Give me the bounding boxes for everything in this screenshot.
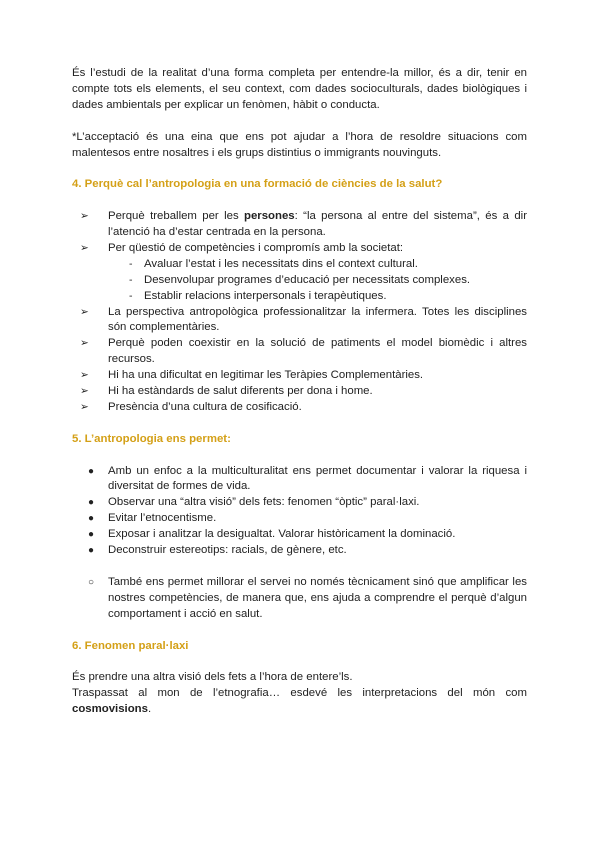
list-item: ● Evitar l’etnocentisme. xyxy=(72,511,527,527)
list-item: ● Observar una “altra visió” dels fets: fenomen “òptic” paral·laxi. xyxy=(72,495,527,511)
sub-list-item: - Establir relacions interpersonals i terapèutiques. xyxy=(72,289,527,305)
list-item: ○ També ens permet millorar el servei no només tècnicament sinó que amplificar les nostres competències, de manera que, ens ajuda a comprendre el perquè d’algun comportament i acció en salut. xyxy=(88,575,527,620)
section-6-heading: 6. Fenomen paral·laxi xyxy=(72,639,189,652)
list-item: ● Deconstruir estereotips: racials, de gènere, etc. xyxy=(72,543,527,559)
filled-bullet-icon: ● xyxy=(88,513,95,525)
sub-list-item: - Avaluar l’estat i les necessitats dins el context cultural. xyxy=(72,257,527,273)
sub-list-item: - Desenvolupar programes d’educació per necessitats complexes. xyxy=(72,273,527,289)
dash-bullet-icon: - xyxy=(129,257,133,270)
list-item: ➢ Per qüestió de competències i compromís amb la societat: - Avaluar l’estat i les necessitats dins el context cultural. - Desenvolupar programes d’educació per necessitats complexes. - Establir relacions interpersonals i terapèutiques. xyxy=(72,241,527,305)
list-item: ➢ La perspectiva antropològica professionalitzar la infermera. Totes les disciplines són complementàries. xyxy=(80,305,527,334)
filled-bullet-icon: ● xyxy=(88,529,95,541)
dash-bullet-icon: - xyxy=(129,289,133,302)
dash-bullet-icon: - xyxy=(129,273,133,286)
document-page xyxy=(72,66,527,718)
arrow-bullet-icon: ➢ xyxy=(80,337,89,350)
filled-bullet-icon: ● xyxy=(88,465,95,477)
list-item: ➢ Hi ha una dificultat en legitimar les Teràpies Complementàries. xyxy=(72,368,527,384)
list-item: ● Amb un enfoc a la multiculturalitat ens permet documentar i valorar la riquesa i diversitat de formes de vida. xyxy=(88,464,527,493)
intro-paragraph-2: *L’acceptació és una eina que ens pot ajudar a l’hora de resoldre situacions com malentesos entre nosaltres i els grups distintius o immigrants nouvinguts. xyxy=(72,130,527,159)
filled-bullet-icon: ● xyxy=(88,497,95,509)
arrow-bullet-icon: ➢ xyxy=(80,400,89,413)
section-6-line-1: És prendre una altra visió dels fets a l’hora de entere’ls. xyxy=(72,671,353,684)
list-item: ● Exposar i analitzar la desigualtat. Valorar històricament la dominació. xyxy=(72,527,527,543)
arrow-bullet-icon: ➢ xyxy=(80,369,89,382)
arrow-bullet-icon: ➢ xyxy=(80,210,89,223)
arrow-bullet-icon: ➢ xyxy=(80,305,89,318)
section-4-list xyxy=(72,209,527,416)
filled-bullet-icon: ● xyxy=(88,545,95,557)
sub-list xyxy=(72,257,527,305)
section-6-line-2: Traspassat al mon de l’etnografia… esdevé les interpretacions del món com cosmovisions. xyxy=(72,687,527,716)
list-item: ➢ Hi ha estàndards de salut diferents per dona i home. xyxy=(72,384,527,400)
section-5-heading: 5. L’antropologia ens permet: xyxy=(72,432,231,445)
list-item: ➢ Presència d’una cultura de cosificació. xyxy=(72,400,527,416)
arrow-bullet-icon: ➢ xyxy=(80,385,89,398)
list-item: ➢ Perquè treballem per les persones: “la persona al entre del sistema”, és a dir l’atenció ha d’estar centrada en la persona. xyxy=(80,210,527,239)
section-5-extra-list xyxy=(72,575,527,623)
section-4-heading: 4. Perquè cal l’antropologia en una formació de ciències de la salut? xyxy=(72,178,443,191)
intro-paragraph-1: És l’estudi de la realitat d’una forma completa per entendre-la millor, és a dir, tenir en compte tots els elements, el seu context, com dades socioculturals, dades biològiques i dades ambientals per explicar un fenòmen, hàbit o conducta. xyxy=(72,67,527,111)
hollow-bullet-icon: ○ xyxy=(88,576,95,588)
section-5-list xyxy=(72,464,527,559)
arrow-bullet-icon: ➢ xyxy=(80,241,89,254)
list-item: ➢ Perquè poden coexistir en la solució de patiments el model biomèdic i altres recursos. xyxy=(80,337,527,366)
